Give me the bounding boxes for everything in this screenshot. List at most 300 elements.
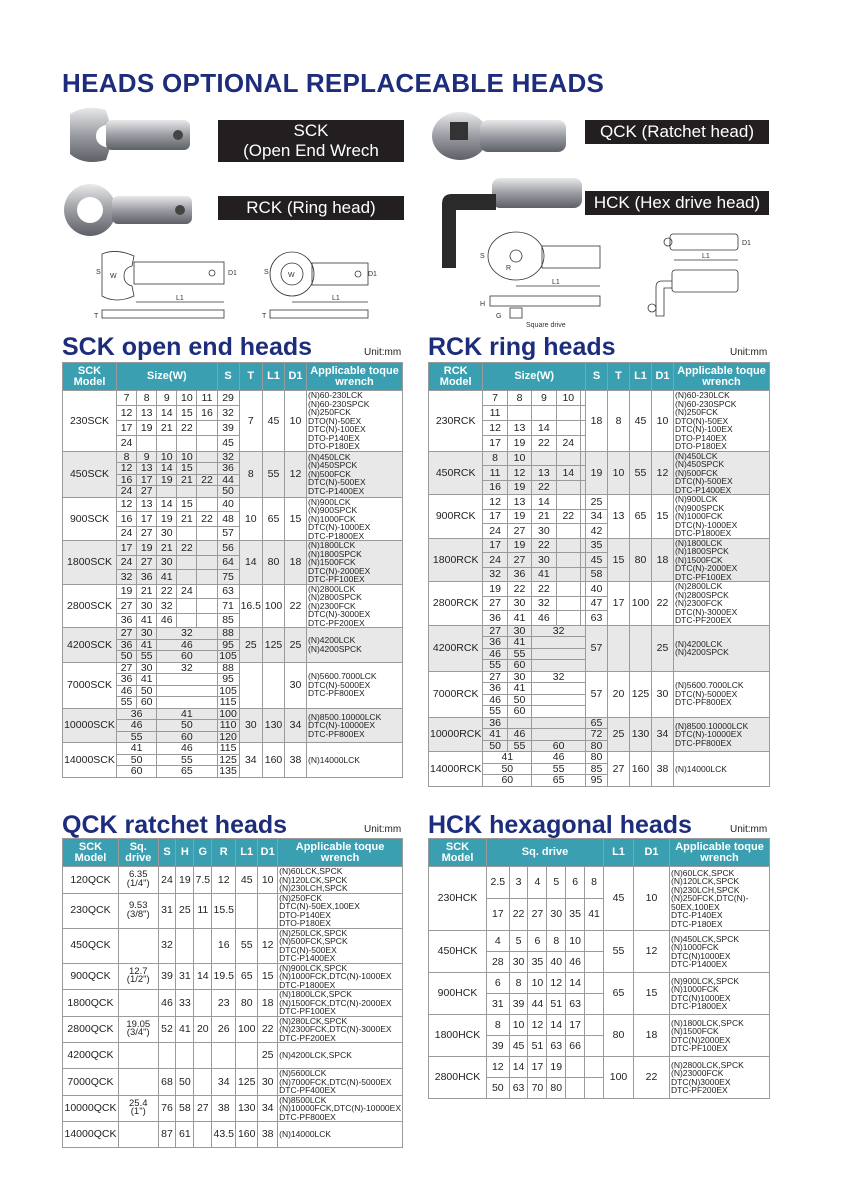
size-cell: 50 — [157, 720, 217, 732]
s-cell: 46 — [158, 990, 176, 1017]
size-cell — [566, 1057, 585, 1078]
qck-dim-s: S — [480, 253, 485, 260]
size-cell: 9 — [157, 391, 177, 406]
header-model: RCK Model — [429, 363, 483, 391]
size-cell: 9 — [532, 391, 556, 406]
size-cell: 46 — [157, 613, 177, 628]
size-cell: 36 — [117, 639, 137, 651]
d1-cell: 34 — [258, 1095, 278, 1122]
s-cell: 32 — [217, 406, 239, 421]
size-cell: 8 — [509, 973, 528, 994]
sq-cell — [118, 1122, 158, 1148]
size-cell: 60 — [157, 731, 217, 743]
size-cell: 51 — [547, 994, 566, 1015]
size-cell — [137, 436, 157, 451]
s-cell: 80 — [586, 740, 608, 752]
model-cell: 900QCK — [63, 963, 119, 990]
header-h: H — [176, 839, 194, 867]
t-cell: 8 — [608, 391, 630, 452]
model-cell: 4200QCK — [63, 1043, 119, 1069]
size-cell: 30 — [157, 526, 177, 541]
size-cell: 50 — [137, 685, 157, 697]
s-cell: 19 — [586, 451, 608, 495]
app-cell: (N)60-230LCK (N)60-230SPCK (N)250FCK DTO(N)-50EX DTC(N)-100EX DTO-P140EX DTO-P180EX — [307, 391, 403, 452]
sq-cell: 6.35 (1/4") — [118, 867, 158, 894]
s-cell: 45 — [217, 436, 239, 451]
l1-cell — [236, 893, 258, 928]
l1-cell: 80 — [263, 541, 285, 585]
size-cell: 24 — [556, 436, 580, 451]
size-cell: 11 — [197, 391, 217, 406]
size-cell: 13 — [507, 495, 531, 510]
s-cell: 48 — [217, 512, 239, 527]
app-cell: (N)5600LCK (N)7000FCK,DTC(N)-5000EX DTC-PF400EX — [278, 1069, 403, 1096]
header-model: SCK Model — [429, 839, 487, 867]
l1-cell: 45 — [604, 867, 634, 931]
app-cell: (N)450LCK (N)450SPCK (N)500FCK DTC(N)-500EX DTC-P1400EX — [307, 451, 403, 497]
table-row — [63, 867, 403, 894]
size-cell: 12 — [117, 497, 137, 512]
g-cell: 7.5 — [194, 867, 212, 894]
size-cell: 7 — [483, 391, 507, 406]
app-cell: (N)1800LCK (N)1800SPCK (N)1500FCK DTC(N)-2000EX DTC-PF100EX — [674, 538, 770, 582]
size-cell — [556, 596, 580, 611]
t-cell: 27 — [608, 752, 630, 787]
s-cell: 63 — [586, 611, 608, 626]
size-cell: 80 — [547, 1078, 566, 1099]
table-row — [63, 451, 403, 463]
size-cell: 46 — [117, 685, 137, 697]
header-l1: L1 — [604, 839, 634, 867]
s-cell: 85 — [586, 763, 608, 775]
table-row — [63, 391, 403, 406]
s-cell: 120 — [217, 731, 239, 743]
g-cell — [194, 990, 212, 1017]
hck-unit: Unit:mm — [730, 824, 768, 835]
size-cell: 7 — [117, 391, 137, 406]
size-cell: 10 — [556, 391, 580, 406]
size-cell — [585, 931, 604, 952]
d1-cell — [258, 893, 278, 928]
d1-cell: 10 — [285, 391, 307, 452]
hck-label: HCK (Hex drive head) — [585, 191, 769, 215]
header-size: Size(W) — [117, 363, 218, 391]
size-cell: 55 — [532, 763, 586, 775]
d1-cell: 12 — [258, 928, 278, 963]
size-cell — [556, 480, 580, 495]
size-cell: 2.5 — [487, 867, 510, 899]
header-model: SCK Model — [63, 363, 117, 391]
size-cell: 4 — [487, 931, 510, 952]
size-cell: 60 — [507, 706, 531, 718]
s-cell: 110 — [217, 720, 239, 732]
model-cell: 1800HCK — [429, 1015, 487, 1057]
model-cell: 2800QCK — [63, 1016, 119, 1043]
table-row — [63, 1016, 403, 1043]
size-cell — [177, 526, 197, 541]
sck-label-line2: (Open End Wrech — [243, 141, 379, 160]
size-cell: 12 — [507, 466, 531, 481]
header-l1: L1 — [630, 363, 652, 391]
size-cell: 15 — [177, 497, 197, 512]
d1-cell: 34 — [652, 717, 674, 752]
l1-cell: 100 — [263, 584, 285, 628]
model-cell: 450HCK — [429, 931, 487, 973]
s-cell: 42 — [586, 524, 608, 539]
size-cell: 8 — [585, 867, 604, 899]
size-cell: 39 — [509, 994, 528, 1015]
l1-cell: 160 — [263, 743, 285, 778]
header-s: S — [217, 363, 239, 391]
size-cell: 36 — [483, 717, 507, 729]
l1-cell: 80 — [236, 990, 258, 1017]
model-cell: 450QCK — [63, 928, 119, 963]
page-title: HEADS OPTIONAL REPLACEABLE HEADS — [62, 68, 605, 98]
rck-spec-table — [428, 362, 770, 787]
s-cell: 25 — [586, 495, 608, 510]
l1-cell: 100 — [630, 582, 652, 626]
table-row — [63, 1095, 403, 1122]
sck-dim-d1: D1 — [228, 270, 237, 277]
table-row — [63, 1122, 403, 1148]
s-cell: 36 — [217, 463, 239, 475]
s-cell: 57 — [586, 625, 608, 671]
app-cell: (N)8500LCK (N)10000FCK,DTC(N)-10000EX DTC-PF800EX — [279, 1095, 401, 1122]
size-cell: 14 — [157, 406, 177, 421]
table-header-row — [429, 839, 770, 867]
g-cell: 27 — [194, 1095, 212, 1122]
d1-cell: 22 — [652, 582, 674, 626]
size-cell: 60 — [117, 766, 157, 778]
l1-cell — [630, 625, 652, 671]
table-row — [63, 708, 403, 720]
l1-cell: 55 — [263, 451, 285, 497]
rck-dim-w: W — [288, 272, 295, 279]
d1-cell: 18 — [652, 538, 674, 582]
s-cell: 58 — [586, 567, 608, 582]
size-cell: 17 — [483, 509, 507, 524]
size-cell — [197, 541, 217, 556]
size-cell: 41 — [137, 639, 157, 651]
header-size: Size(W) — [483, 363, 586, 391]
size-cell: 36 — [117, 708, 157, 720]
sq-cell: 9.53 (3/8") — [118, 893, 158, 928]
table-row — [429, 671, 770, 683]
size-cell: 30 — [137, 662, 157, 674]
size-cell: 6 — [528, 931, 547, 952]
sck-dim-t: T — [94, 313, 99, 320]
size-cell: 22 — [509, 899, 528, 931]
app-cell: (N)450LCK,SPCK (N)1000FCK DTC(N)1000EX DTC-P1400EX — [670, 931, 770, 973]
size-cell: 41 — [585, 899, 604, 931]
size-cell — [197, 463, 217, 475]
table-row — [63, 990, 403, 1017]
model-cell: 1800QCK — [63, 990, 119, 1017]
sck-dim-w: W — [110, 273, 117, 280]
model-cell: 7000QCK — [63, 1069, 119, 1096]
header-d1: D1 — [634, 839, 670, 867]
size-cell: 46 — [117, 720, 157, 732]
model-cell: 10000SCK — [63, 708, 117, 743]
s-cell: 57 — [217, 526, 239, 541]
size-cell: 55 — [137, 651, 157, 663]
h-cell — [176, 1043, 194, 1069]
table-row — [429, 451, 770, 466]
app-cell: (N)4200LCK (N)4200SPCK — [307, 628, 403, 663]
header-sq: Sq. drive — [118, 839, 158, 867]
size-cell: 12 — [547, 973, 566, 994]
header-app: Applicable toque wrench — [307, 363, 403, 391]
model-cell: 7000SCK — [63, 662, 117, 708]
size-cell: 22 — [197, 512, 217, 527]
size-cell — [532, 694, 586, 706]
app-cell: (N)60-230LCK (N)60-230SPCK (N)250FCK DTO(N)-50EX DTC(N)-100EX DTO-P140EX DTO-P180EX — [674, 391, 770, 452]
size-cell — [197, 421, 217, 436]
app-cell: (N)14000LCK — [278, 1122, 403, 1148]
app-cell: (N)1800LCK,SPCK (N)1500FCK DTC(N)2000EX DTC-PF100EX — [670, 1015, 770, 1057]
l1-cell: 65 — [604, 973, 634, 1015]
s-cell: 50 — [217, 486, 239, 498]
size-cell: 17 — [137, 474, 157, 486]
header-l1: L1 — [263, 363, 285, 391]
size-cell: 35 — [528, 952, 547, 973]
table-row — [429, 391, 770, 406]
model-cell: 1800SCK — [63, 541, 117, 585]
r-cell: 43.5 — [212, 1122, 236, 1148]
s-cell: 31 — [158, 893, 176, 928]
size-cell — [197, 570, 217, 585]
s-cell: 40 — [586, 582, 608, 597]
size-cell — [585, 1057, 604, 1078]
size-cell: 30 — [137, 599, 157, 614]
size-cell: 10 — [528, 973, 547, 994]
size-cell: 10 — [509, 1015, 528, 1036]
d1-cell: 18 — [258, 990, 278, 1017]
app-cell: (N)2800LCK (N)2800SPCK (N)2300FCK DTC(N)-3000EX DTC-PF200EX — [307, 584, 403, 628]
s-cell: 47 — [586, 596, 608, 611]
size-cell — [157, 486, 177, 498]
model-cell: 900RCK — [429, 495, 483, 539]
size-cell: 24 — [483, 553, 507, 568]
size-cell: 10 — [177, 451, 197, 463]
t-cell: 8 — [239, 451, 262, 497]
size-cell: 46 — [157, 743, 217, 755]
size-cell: 13 — [137, 406, 157, 421]
size-cell: 55 — [507, 648, 531, 660]
s-cell: 40 — [217, 497, 239, 512]
d1-cell: 30 — [285, 662, 307, 708]
s-cell: 32 — [217, 451, 239, 463]
table-header-row — [63, 839, 403, 867]
app-cell: (N)8500.10000LCK DTC(N)-10000EX DTC-PF800EX — [674, 717, 770, 752]
s-cell: 65 — [586, 717, 608, 729]
size-cell: 32 — [157, 662, 217, 674]
sck-label-line1: SCK — [293, 121, 329, 140]
size-cell: 16 — [117, 512, 137, 527]
size-cell — [157, 697, 217, 709]
h-cell: 61 — [176, 1122, 194, 1148]
g-cell: 20 — [194, 1016, 212, 1043]
size-cell: 41 — [137, 613, 157, 628]
size-cell: 30 — [507, 625, 531, 637]
size-cell: 30 — [532, 553, 556, 568]
size-cell: 6 — [487, 973, 510, 994]
model-cell: 230RCK — [429, 391, 483, 452]
model-cell: 120QCK — [63, 867, 119, 894]
size-cell — [585, 1015, 604, 1036]
g-cell — [194, 1069, 212, 1096]
d1-cell: 15 — [634, 973, 670, 1015]
r-cell: 34 — [212, 1069, 236, 1096]
size-cell: 27 — [117, 662, 137, 674]
s-cell: 18 — [586, 391, 608, 452]
size-cell: 12 — [483, 421, 507, 436]
size-cell: 22 — [157, 584, 177, 599]
size-cell — [556, 567, 580, 582]
header-app: Applicable toque wrench — [670, 839, 770, 867]
g-cell — [194, 1043, 212, 1069]
d1-cell: 18 — [285, 541, 307, 585]
s-cell: 105 — [217, 685, 239, 697]
size-cell: 24 — [117, 436, 137, 451]
sq-cell — [118, 990, 158, 1017]
s-cell: 95 — [586, 775, 608, 787]
size-cell: 41 — [507, 637, 531, 649]
size-cell: 55 — [157, 754, 217, 766]
size-cell: 14 — [532, 495, 556, 510]
size-cell: 60 — [483, 775, 532, 787]
size-cell: 27 — [483, 625, 507, 637]
qck-dim-g: G — [496, 313, 502, 320]
size-cell: 46 — [507, 729, 531, 741]
r-cell: 15.5 — [212, 893, 236, 928]
s-cell: 52 — [158, 1016, 176, 1043]
size-cell: 21 — [532, 509, 556, 524]
size-cell — [157, 436, 177, 451]
size-cell: 15 — [177, 463, 197, 475]
size-cell: 24 — [177, 584, 197, 599]
header-d1: D1 — [258, 839, 278, 867]
model-cell: 14000SCK — [63, 743, 117, 778]
size-cell: 19 — [507, 480, 531, 495]
size-cell — [532, 706, 586, 718]
s-cell: 45 — [586, 553, 608, 568]
rck-dim-t: T — [262, 313, 267, 320]
size-cell: 45 — [509, 1036, 528, 1057]
size-cell: 50 — [487, 1078, 510, 1099]
model-cell: 10000RCK — [429, 717, 483, 752]
qck-dim-l1: L1 — [552, 279, 560, 286]
l1-cell: 65 — [236, 963, 258, 990]
s-cell: 29 — [217, 391, 239, 406]
model-cell: 2800SCK — [63, 584, 117, 628]
table-header-row — [429, 363, 770, 391]
app-cell: (N)900LCK (N)900SPCK (N)1000FCK DTC(N)-1000EX DTC-P1800EX — [674, 495, 770, 539]
l1-cell: 100 — [236, 1016, 258, 1043]
table-row — [429, 1057, 770, 1078]
size-cell — [177, 436, 197, 451]
hck-technical-drawing — [640, 226, 770, 326]
h-cell: 19 — [176, 867, 194, 894]
s-cell: 88 — [217, 628, 239, 640]
size-cell: 30 — [507, 596, 531, 611]
rck-head-photo — [62, 182, 196, 238]
table-row — [63, 928, 403, 963]
size-cell: 8 — [547, 931, 566, 952]
size-cell — [177, 599, 197, 614]
d1-cell: 22 — [285, 584, 307, 628]
app-cell: (N)900LCK (N)900SPCK (N)1000FCK DTC(N)-1000EX DTC-P1800EX — [307, 497, 403, 541]
size-cell: 12 — [528, 1015, 547, 1036]
size-cell — [556, 524, 580, 539]
size-cell — [197, 599, 217, 614]
s-cell: 95 — [217, 674, 239, 686]
table-row — [63, 628, 403, 640]
s-cell: 88 — [217, 662, 239, 674]
table-row — [429, 973, 770, 994]
size-cell: 22 — [556, 509, 580, 524]
app-cell: (N)450LCK (N)450SPCK (N)500FCK DTC(N)-500EX DTC-P1400EX — [674, 451, 770, 495]
size-cell: 27 — [507, 553, 531, 568]
size-cell — [556, 495, 580, 510]
size-cell: 8 — [117, 451, 137, 463]
r-cell: 23 — [212, 990, 236, 1017]
qck-spec-table — [62, 838, 403, 1148]
d1-cell: 38 — [258, 1122, 278, 1148]
size-cell — [157, 674, 217, 686]
s-cell: 125 — [217, 754, 239, 766]
size-cell: 30 — [532, 524, 556, 539]
size-cell: 27 — [528, 899, 547, 931]
size-cell — [177, 613, 197, 628]
app-cell: (N)250FCK DTC(N)-50EX,100EX DTO-P140EX DTO-P180EX — [278, 893, 403, 928]
s-cell: 56 — [217, 541, 239, 556]
size-cell: 36 — [483, 637, 507, 649]
l1-cell: 130 — [236, 1095, 258, 1122]
d1-cell: 12 — [652, 451, 674, 495]
l1-cell: 45 — [630, 391, 652, 452]
size-cell: 24 — [117, 486, 137, 498]
rck-dim-l1: L1 — [332, 295, 340, 302]
model-cell: 230HCK — [429, 867, 487, 931]
d1-cell: 12 — [634, 931, 670, 973]
app-cell: (N)1800LCK,SPCK (N)1500FCK,DTC(N)-2000EX DTC-PF100EX — [278, 990, 403, 1017]
size-cell: 22 — [532, 538, 556, 553]
g-cell: 14 — [194, 963, 212, 990]
g-cell — [194, 928, 212, 963]
size-cell — [197, 613, 217, 628]
d1-cell: 15 — [285, 497, 307, 541]
size-cell: 17 — [483, 538, 507, 553]
rck-technical-drawing — [262, 246, 382, 324]
d1-cell: 22 — [634, 1057, 670, 1099]
s-cell: 85 — [217, 613, 239, 628]
size-cell: 60 — [532, 740, 586, 752]
size-cell: 12 — [117, 463, 137, 475]
model-cell: 1800RCK — [429, 538, 483, 582]
d1-cell: 38 — [652, 752, 674, 787]
size-cell: 66 — [566, 1036, 585, 1057]
size-cell: 24 — [117, 526, 137, 541]
table-row — [63, 743, 403, 755]
size-cell: 12 — [483, 495, 507, 510]
h-cell: 41 — [176, 1016, 194, 1043]
l1-cell: 130 — [630, 717, 652, 752]
size-cell: 14 — [556, 466, 580, 481]
size-cell: 30 — [547, 899, 566, 931]
size-cell: 19 — [157, 474, 177, 486]
size-cell: 39 — [487, 1036, 510, 1057]
